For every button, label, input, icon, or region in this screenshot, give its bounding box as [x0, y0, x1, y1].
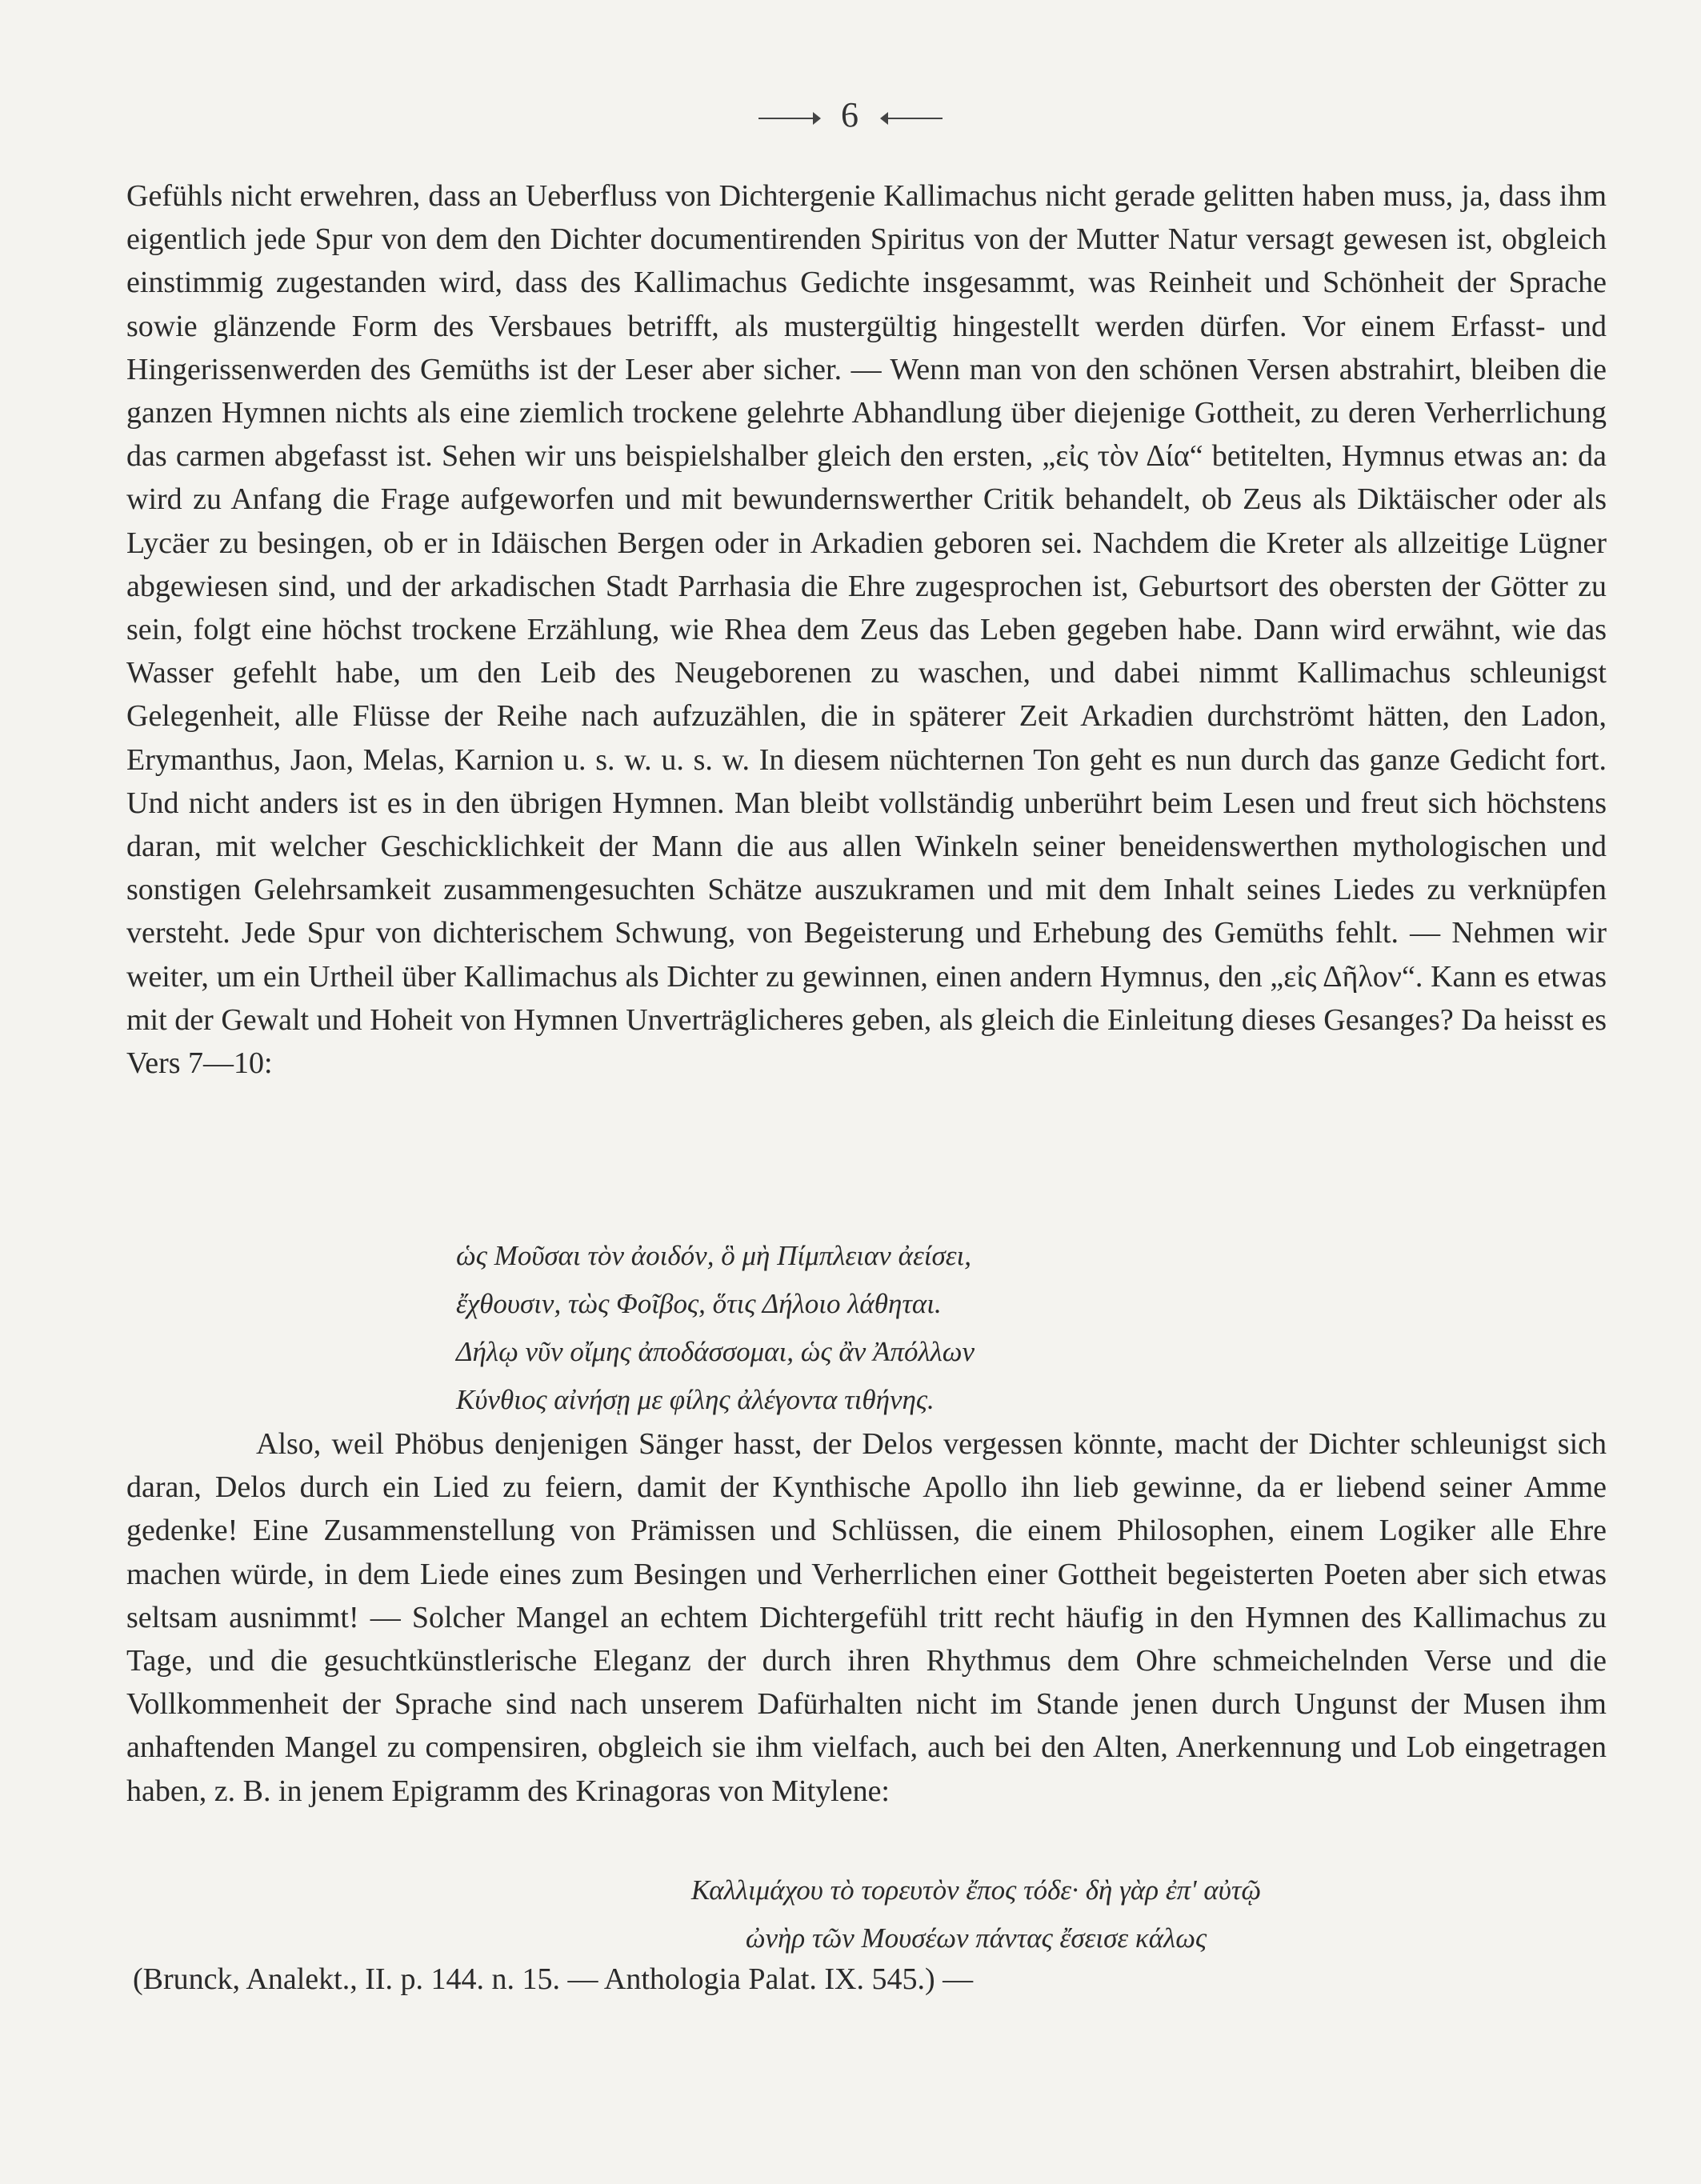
- page-number: 6: [841, 95, 860, 134]
- paragraph-2: Also, weil Phöbus denjenigen Sänger hasst, der Delos vergessen könnte, macht der Dichter schleunigst sich daran, Delos durch ein Lied zu feiern, damit der Kynthische Apollo ihn lieb gewinne, da er liebend seiner Amme gedenke! Eine Zusammenstellung von Prämissen und Schlüssen, die einem Philosophen, einem Logiker alle Ehre machen würde, in dem Liede eines zum Besingen und Verherrlichen einer Gottheit begeisterten Poeten aber sich etwas seltsam ausnimmt! — Solcher Mangel an echtem Dichtergefühl tritt recht häufig in den Hymnen des Kallimachus zu Tage, und die gesuchtkünstlerische Eleganz der durch ihren Rhythmus dem Ohre schmeichelnden Verse und die Vollkommenheit der Sprache sind nach unserem Dafürhalten nicht im Stande jenen durch Ungunst der Musen ihm anhaftenden Mangel zu compensiren, obgleich sie ihm vielfach, auch bei den Alten, Anerkennung und Lob eingetragen haben, z. B. in jenem Epigramm des Krinagoras von Mitylene:: [126, 1427, 1607, 1808]
- verse-line: Δήλῳ νῦν οἴμης ἀποδάσσομαι, ὡς ἂν Ἀπόλλων: [456, 1336, 975, 1367]
- page-header: [0, 94, 1701, 135]
- verse-line: Καλλιμάχου τὸ τορευτὸν ἔπος τόδε· δὴ γὰρ ἐπ' αὐτῷ: [690, 1874, 1262, 1906]
- greek-verse-quote-1: [456, 1232, 1416, 1424]
- verse-line: ἔχθουσιν, τὼς Φοῖβος, ὅτις Δήλοιο λάθηται.: [456, 1288, 942, 1319]
- verse-line: Κύνθιος αἰνήσῃ με φίλης ἀλέγοντα τιθήνης.: [456, 1384, 935, 1415]
- header-ornament-right: [885, 118, 943, 119]
- greek-verse-quote-2: [456, 1866, 1496, 1962]
- header-ornament-left: [758, 118, 816, 119]
- verse-line: ὠνὴρ τῶν Μουσέων πάντας ἔσεισε κάλως: [745, 1922, 1207, 1954]
- verse-line: ὡς Μοῦσαι τὸν ἀοιδόν, ὃ μὴ Πίμπλειαν ἀείσει,: [456, 1240, 971, 1271]
- paragraph-1: Gefühls nicht erwehren, dass an Ueberfluss von Dichtergenie Kallimachus nicht gerade gelitten haben muss, ja, dass ihm eigentlich jede Spur von dem den Dichter documentirenden Spiritus von der Mutter Natur versagt gewesen ist, obgleich einstimmig zugestanden wird, dass des Kallimachus Gedichte insgesammt, was Reinheit und Schönheit der Sprache sowie glänzende Form des Versbaues betrifft, als mustergültig hingestellt werden dürfen. Vor einem Erfasst- und Hingerissenwerden des Gemüths ist der Leser aber sicher. — Wenn man von den schönen Versen abstrahirt, bleiben die ganzen Hymnen nichts als eine ziemlich trockene gelehrte Abhandlung über diejenige Gottheit, zu deren Verherrlichung das carmen abgefasst ist. Sehen wir uns beispielshalber gleich den ersten, „εἰς τὸν Δία“ betitelten, Hymnus etwas an: da wird zu Anfang die Frage aufgeworfen und mit bewundernswerther Critik behandelt, ob Zeus als Diktäischer oder als Lycäer zu besingen, ob er in Idäischen Bergen oder in Arkadien geboren sei. Nachdem die Kreter als allzeitige Lügner abgewiesen sind, und der arkadischen Stadt Parrhasia die Ehre zugesprochen ist, Geburtsort des obersten der Götter zu sein, folgt eine höchst trockene Erzählung, wie Rhea dem Zeus das Leben gegeben habe. Dann wird erwähnt, wie das Wasser gefehlt habe, um den Leib des Neugeborenen zu waschen, und dabei nimmt Kallimachus schleunigst Gelegenheit, alle Flüsse der Reihe nach aufzuzählen, die in späterer Zeit Arkadien durchströmt hätten, den Ladon, Erymanthus, Jaon, Melas, Karnion u. s. w. u. s. w. In diesem nüchternen Ton geht es nun durch das ganze Gedicht fort. Und nicht anders ist es in den übrigen Hymnen. Man bleibt vollständig unberührt beim Lesen und freut sich höchstens daran, mit welcher Geschicklichkeit der Mann die aus allen Winkeln seiner beneidenswerthen mythologischen und sonstigen Gelehrsamkeit zusammengesuchten Schätze auszukramen und mit dem Inhalt seines Liedes zu verknüpfen versteht. Jede Spur von dichterischem Schwung, von Begeisterung und Erhebung des Gemüths fehlt. — Nehmen wir weiter, um ein Urtheil über Kallimachus als Dichter zu gewinnen, einen andern Hymnus, den „εἰς Δῆλον“. Kann es etwas mit der Gewalt und Hoheit von Hymnen Unverträglicheres geben, als gleich die Einleitung dieses Gesanges? Da heisst es Vers 7—10:: [126, 179, 1607, 1081]
- citation: (Brunck, Analekt., II. p. 144. n. 15. — Anthologia Palat. IX. 545.) —: [133, 1962, 974, 1996]
